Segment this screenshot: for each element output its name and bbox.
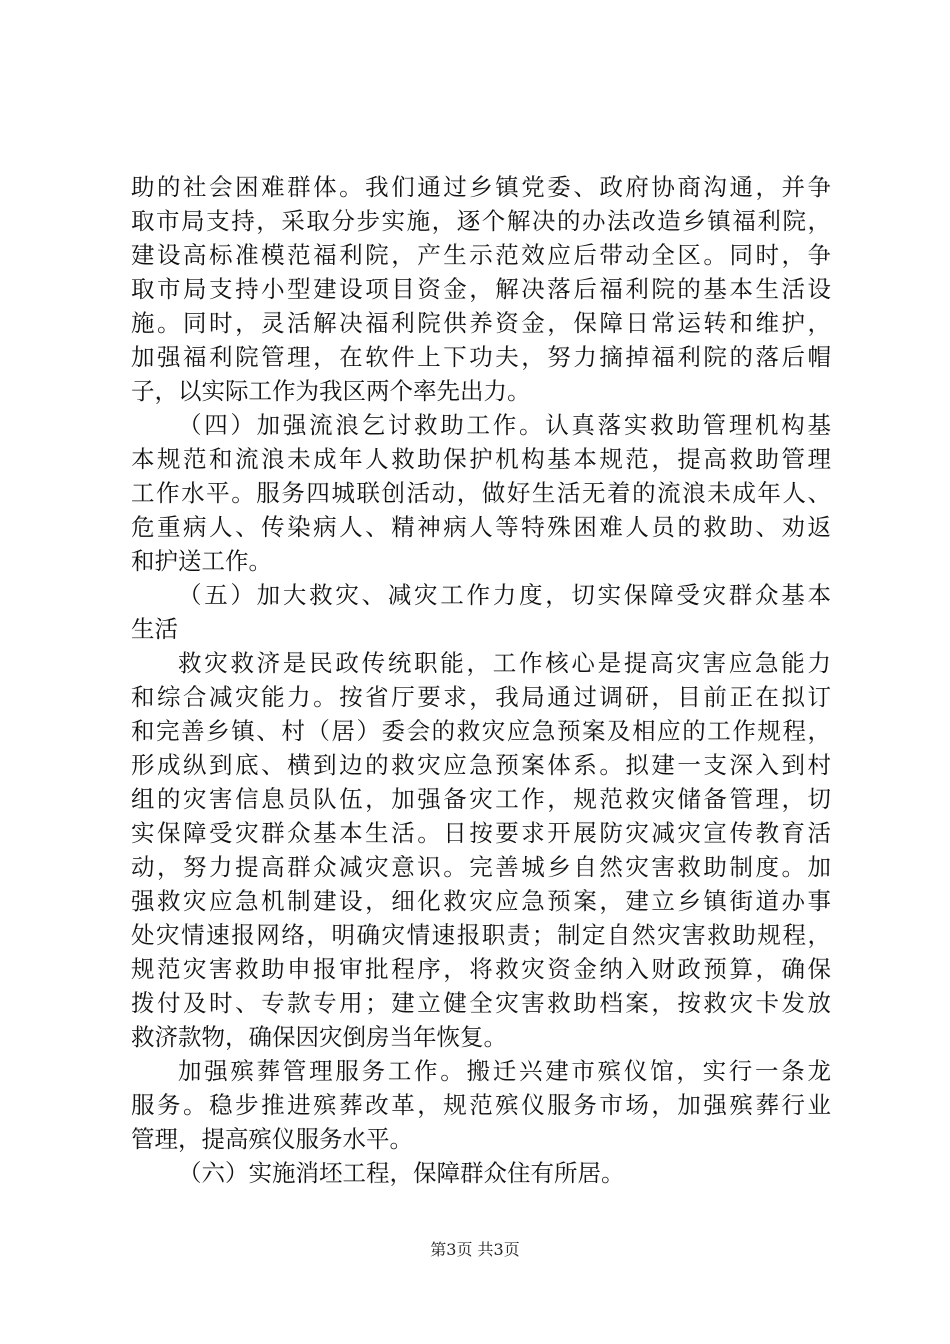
text-line: （五）加大救灾、减灾工作力度，切实保障受灾群众基本	[178, 581, 831, 609]
text-line: 形成纵到底、横到边的救灾应急预案体系。拟建一支深入到村	[131, 751, 831, 779]
text-line: 工作水平。服务四城联创活动，做好生活无着的流浪未成年人、	[131, 479, 831, 507]
document-body	[131, 170, 831, 1190]
text-line: 加强福利院管理，在软件上下功夫，努力摘掉福利院的落后帽	[131, 343, 831, 371]
text-line: 和完善乡镇、村（居）委会的救灾应急预案及相应的工作规程，	[131, 717, 831, 745]
text-line: 本规范和流浪未成年人救助保护机构基本规范，提高救助管理	[131, 445, 831, 473]
text-line: 生活	[131, 615, 178, 643]
text-line: 危重病人、传染病人、精神病人等特殊困难人员的救助、劝返	[131, 513, 831, 541]
text-line: 救济款物，确保因灾倒房当年恢复。	[131, 1023, 507, 1051]
text-line: 拨付及时、专款专用；建立健全灾害救助档案，按救灾卡发放	[131, 989, 831, 1017]
text-line: 规范灾害救助申报审批程序，将救灾资金纳入财政预算，确保	[131, 955, 831, 983]
text-line: 和综合减灾能力。按省厅要求，我局通过调研，目前正在拟订	[131, 683, 831, 711]
text-line: 管理，提高殡仪服务水平。	[131, 1125, 413, 1153]
text-line: 加强殡葬管理服务工作。搬迁兴建市殡仪馆，实行一条龙	[178, 1057, 831, 1085]
text-line: 强救灾应急机制建设，细化救灾应急预案，建立乡镇街道办事	[131, 887, 831, 915]
text-line: 和护送工作。	[131, 547, 272, 575]
text-line: 组的灾害信息员队伍，加强备灾工作，规范救灾储备管理，切	[131, 785, 831, 813]
text-line: 救灾救济是民政传统职能，工作核心是提高灾害应急能力	[178, 649, 831, 677]
text-line: （六）实施消坯工程，保障群众住有所居。	[178, 1159, 625, 1187]
text-line: 取市局支持，采取分步实施，逐个解决的办法改造乡镇福利院，	[131, 207, 831, 235]
text-line: 动，努力提高群众减灾意识。完善城乡自然灾害救助制度。加	[131, 853, 831, 881]
text-line: 实保障受灾群众基本生活。日按要求开展防灾减灾宣传教育活	[131, 819, 831, 847]
text-line: 助的社会困难群体。我们通过乡镇党委、政府协商沟通，并争	[131, 173, 831, 201]
text-line: 子，以实际工作为我区两个率先出力。	[131, 377, 531, 405]
text-line: 服务。稳步推进殡葬改革，规范殡仪服务市场，加强殡葬行业	[131, 1091, 831, 1119]
text-line: （四）加强流浪乞讨救助工作。认真落实救助管理机构基	[178, 411, 831, 439]
text-line: 处灾情速报网络，明确灾情速报职责；制定自然灾害救助规程，	[131, 921, 831, 949]
text-line: 建设高标准模范福利院，产生示范效应后带动全区。同时，争	[131, 241, 831, 269]
text-line: 施。同时，灵活解决福利院供养资金，保障日常运转和维护，	[131, 309, 831, 337]
page-footer: 第3页 共3页	[430, 1240, 520, 1259]
text-line: 取市局支持小型建设项目资金，解决落后福利院的基本生活设	[131, 275, 831, 303]
